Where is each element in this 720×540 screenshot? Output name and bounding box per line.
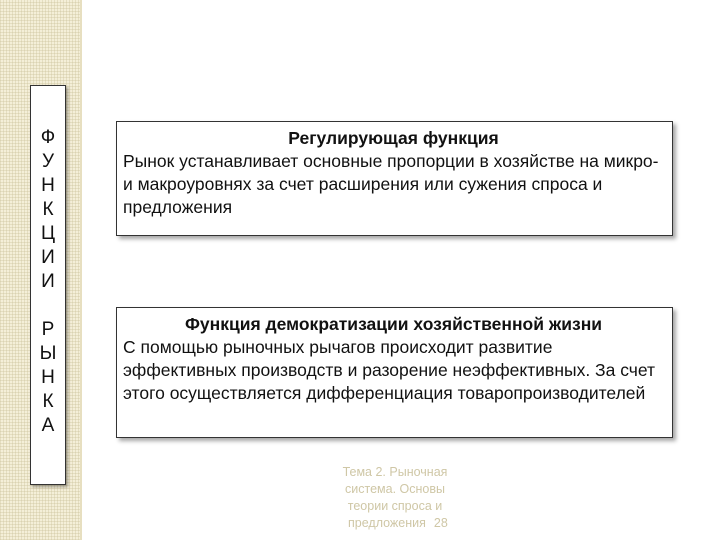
vertical-letter: И [41,247,55,268]
vertical-letter: Н [41,175,55,196]
box-title: Регулирующая функция [288,128,499,148]
footer-topic-line: система. Основы [345,482,445,496]
vertical-letter: У [41,151,55,172]
page-number: 28 [433,516,448,530]
vertical-letter: К [42,391,54,412]
side-strip-edge [80,0,82,540]
box-title: Функция демократизации хозяйственной жизни [184,314,603,334]
footer-topic-line: предложения [348,516,426,530]
footer-topic-line: Тема 2. Рыночная [342,465,448,479]
box-body-text: Рынок устанавливает основные пропорции в хозяйстве на микро- и макроуровнях за счет расширения или сужения спроса и предложения [123,151,659,217]
vertical-label-box [30,85,66,485]
vertical-letter: Н [41,367,55,388]
vertical-letter: Ы [39,343,57,364]
regulating-function-box [116,121,673,236]
vertical-letter: А [41,415,55,436]
box-body-text: С помощью рыночных рычагов происходит развитие эффективных производств и разорение неэффективных. За счет этого осуществляется дифференциация товаропроизводителей [123,337,656,403]
slide-footer [300,464,490,532]
vertical-letter: И [41,271,55,292]
footer-last-line [300,515,490,532]
democratization-function-box [116,307,673,438]
vertical-letter: К [42,199,54,220]
vertical-letter: Р [41,319,55,340]
vertical-word-functions [41,126,55,294]
vertical-word-market [40,318,57,438]
vertical-letter: Ц [40,223,56,244]
vertical-letter: Ф [40,127,56,148]
footer-topic-line: теории спроса и [347,499,443,513]
